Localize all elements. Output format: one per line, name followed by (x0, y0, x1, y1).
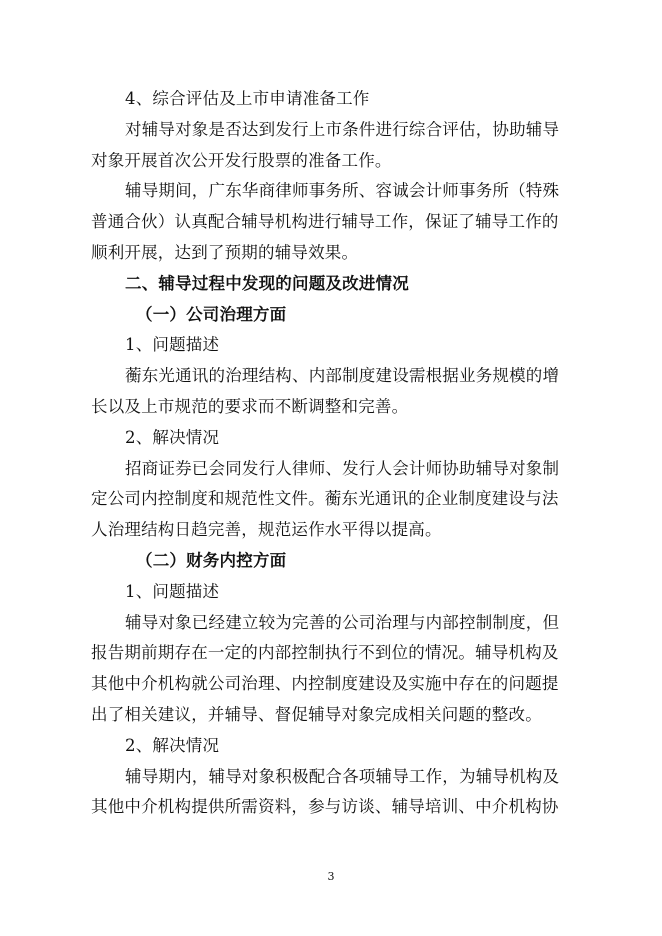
item-heading: 1、问题描述 (125, 335, 220, 355)
paragraph-line: 对象开展首次公开发行股票的准备工作。 (91, 150, 392, 170)
paragraph-line: 顺利开展，达到了预期的辅导效果。 (91, 242, 359, 262)
section-item-heading: 4、综合评估及上市申请准备工作 (125, 89, 370, 108)
page-number: 3 (327, 870, 335, 883)
subsection-heading: （二）财务内控方面 (136, 550, 287, 570)
paragraph-line: 蘅东光通讯的治理结构、内部制度建设需根据业务规模的增 (125, 366, 560, 386)
item-heading: 2、解决情况 (125, 735, 220, 755)
paragraph-line: 辅导期内，辅导对象积极配合各项辅导工作，为辅导机构及 (125, 766, 560, 786)
paragraph-line: 其他中介机构就公司治理、内控制度建设及实施中存在的问题提 (91, 674, 559, 694)
paragraph-line: 普通合伙）认真配合辅导机构进行辅导工作，保证了辅导工作的 (91, 212, 559, 232)
paragraph-line: 出了相关建议，并辅导、督促辅导对象完成相关问题的整改。 (91, 704, 542, 724)
paragraph-line: 其他中介机构提供所需资料，参与访谈、辅导培训、中介机构协 (91, 797, 559, 817)
paragraph-line: 长以及上市规范的要求而不断调整和完善。 (91, 396, 409, 416)
item-heading: 2、解决情况 (125, 427, 220, 447)
document-body (91, 84, 571, 823)
paragraph-line: 对辅导对象是否达到发行上市条件进行综合评估，协助辅导 (125, 119, 560, 139)
section-heading: 二、辅导过程中发现的问题及改进情况 (125, 273, 409, 293)
paragraph-line: 辅导期间，广东华商律师事务所、容诚会计师事务所（特殊 (125, 181, 560, 201)
paragraph-line: 人治理结构日趋完善，规范运作水平得以提高。 (91, 520, 442, 540)
paragraph-line: 报告期前期存在一定的内部控制执行不到位的情况。辅导机构及 (91, 643, 559, 663)
paragraph-line: 招商证券已会同发行人律师、发行人会计师协助辅导对象制 (125, 458, 560, 478)
item-heading: 1、问题描述 (125, 581, 220, 601)
paragraph-line: 定公司内控制度和规范性文件。蘅东光通讯的企业制度建设与法 (91, 489, 559, 509)
paragraph-line: 辅导对象已经建立较为完善的公司治理与内部控制制度，但 (125, 612, 560, 632)
subsection-heading: （一）公司治理方面 (136, 304, 287, 324)
